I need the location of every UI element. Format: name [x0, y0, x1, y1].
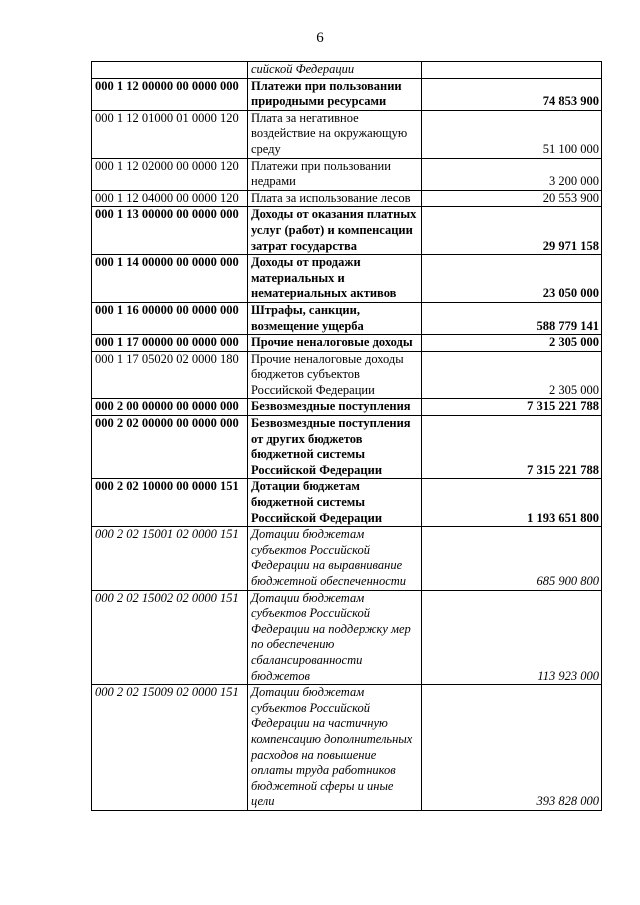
table-row: [92, 78, 602, 110]
amount-cell: [422, 62, 602, 79]
amount-cell: 685 900 800: [422, 527, 602, 590]
table-row: [92, 685, 602, 811]
table-row: [92, 399, 602, 416]
amount-cell: 393 828 000: [422, 685, 602, 811]
classification-code-cell: 000 1 12 04000 00 0000 120: [92, 190, 248, 207]
classification-code-cell: 000 2 00 00000 00 0000 000: [92, 399, 248, 416]
table-row: [92, 158, 602, 190]
classification-code-cell: 000 1 13 00000 00 0000 000: [92, 207, 248, 255]
table-row: [92, 351, 602, 399]
classification-code-cell: 000 2 02 10000 00 0000 151: [92, 479, 248, 527]
amount-cell: 3 200 000: [422, 158, 602, 190]
table-row: [92, 590, 602, 685]
revenue-name-cell: Дотации бюджетам субъектов Российской Федерации на выравнивание бюджетной обеспеченности: [248, 527, 422, 590]
revenue-name-cell: Дотации бюджетам субъектов Российской Федерации на поддержку мер по обеспечению сбалансированности бюджетов: [248, 590, 422, 685]
classification-code-cell: 000 1 16 00000 00 0000 000: [92, 302, 248, 334]
revenue-name-cell: Безвозмездные поступления от других бюджетов бюджетной системы Российской Федерации: [248, 416, 422, 479]
classification-code-cell: 000 2 02 15009 02 0000 151: [92, 685, 248, 811]
amount-cell: 113 923 000: [422, 590, 602, 685]
amount-cell: 7 315 221 788: [422, 416, 602, 479]
amount-cell: 2 305 000: [422, 335, 602, 352]
page-number: 6: [316, 30, 324, 46]
classification-code-cell: 000 1 12 01000 01 0000 120: [92, 110, 248, 158]
revenue-name-cell: сийской Федерации: [248, 62, 422, 79]
classification-code-cell: 000 1 12 00000 00 0000 000: [92, 78, 248, 110]
revenue-name-cell: Платежи при пользовании природными ресурсами: [248, 78, 422, 110]
table-row: [92, 416, 602, 479]
classification-code-cell: 000 2 02 15001 02 0000 151: [92, 527, 248, 590]
classification-code-cell: [92, 62, 248, 79]
revenue-name-cell: Платежи при пользовании недрами: [248, 158, 422, 190]
revenue-name-cell: Безвозмездные поступления: [248, 399, 422, 416]
revenue-name-cell: Плата за негативное воздействие на окружающую среду: [248, 110, 422, 158]
revenue-name-cell: Плата за использование лесов: [248, 190, 422, 207]
table-row: [92, 62, 602, 79]
classification-code-cell: 000 2 02 00000 00 0000 000: [92, 416, 248, 479]
revenue-name-cell: Доходы от продажи материальных и нематериальных активов: [248, 255, 422, 303]
amount-cell: 74 853 900: [422, 78, 602, 110]
amount-cell: 20 553 900: [422, 190, 602, 207]
classification-code-cell: 000 1 17 00000 00 0000 000: [92, 335, 248, 352]
table-row: [92, 110, 602, 158]
revenue-name-cell: Штрафы, санкции, возмещение ущерба: [248, 302, 422, 334]
amount-cell: 2 305 000: [422, 351, 602, 399]
classification-code-cell: 000 1 14 00000 00 0000 000: [92, 255, 248, 303]
table-row: [92, 302, 602, 334]
revenue-name-cell: Доходы от оказания платных услуг (работ) и компенсации затрат государства: [248, 207, 422, 255]
table-row: [92, 527, 602, 590]
amount-cell: 1 193 651 800: [422, 479, 602, 527]
revenue-name-cell: Прочие неналоговые доходы: [248, 335, 422, 352]
amount-cell: 588 779 141: [422, 302, 602, 334]
table-row: [92, 207, 602, 255]
budget-revenue-table: [91, 61, 602, 811]
classification-code-cell: 000 1 12 02000 00 0000 120: [92, 158, 248, 190]
table-body: [92, 62, 602, 811]
amount-cell: 7 315 221 788: [422, 399, 602, 416]
classification-code-cell: 000 2 02 15002 02 0000 151: [92, 590, 248, 685]
table-row: [92, 479, 602, 527]
classification-code-cell: 000 1 17 05020 02 0000 180: [92, 351, 248, 399]
table-row: [92, 190, 602, 207]
amount-cell: 23 050 000: [422, 255, 602, 303]
revenue-name-cell: Прочие неналоговые доходы бюджетов субъектов Российской Федерации: [248, 351, 422, 399]
table-row: [92, 255, 602, 303]
revenue-name-cell: Дотации бюджетам субъектов Российской Федерации на частичную компенсацию дополнительных расходов на повышение оплаты труда работников бюджетной сферы и иные цели: [248, 685, 422, 811]
amount-cell: 51 100 000: [422, 110, 602, 158]
table-row: [92, 335, 602, 352]
amount-cell: 29 971 158: [422, 207, 602, 255]
revenue-name-cell: Дотации бюджетам бюджетной системы Российской Федерации: [248, 479, 422, 527]
